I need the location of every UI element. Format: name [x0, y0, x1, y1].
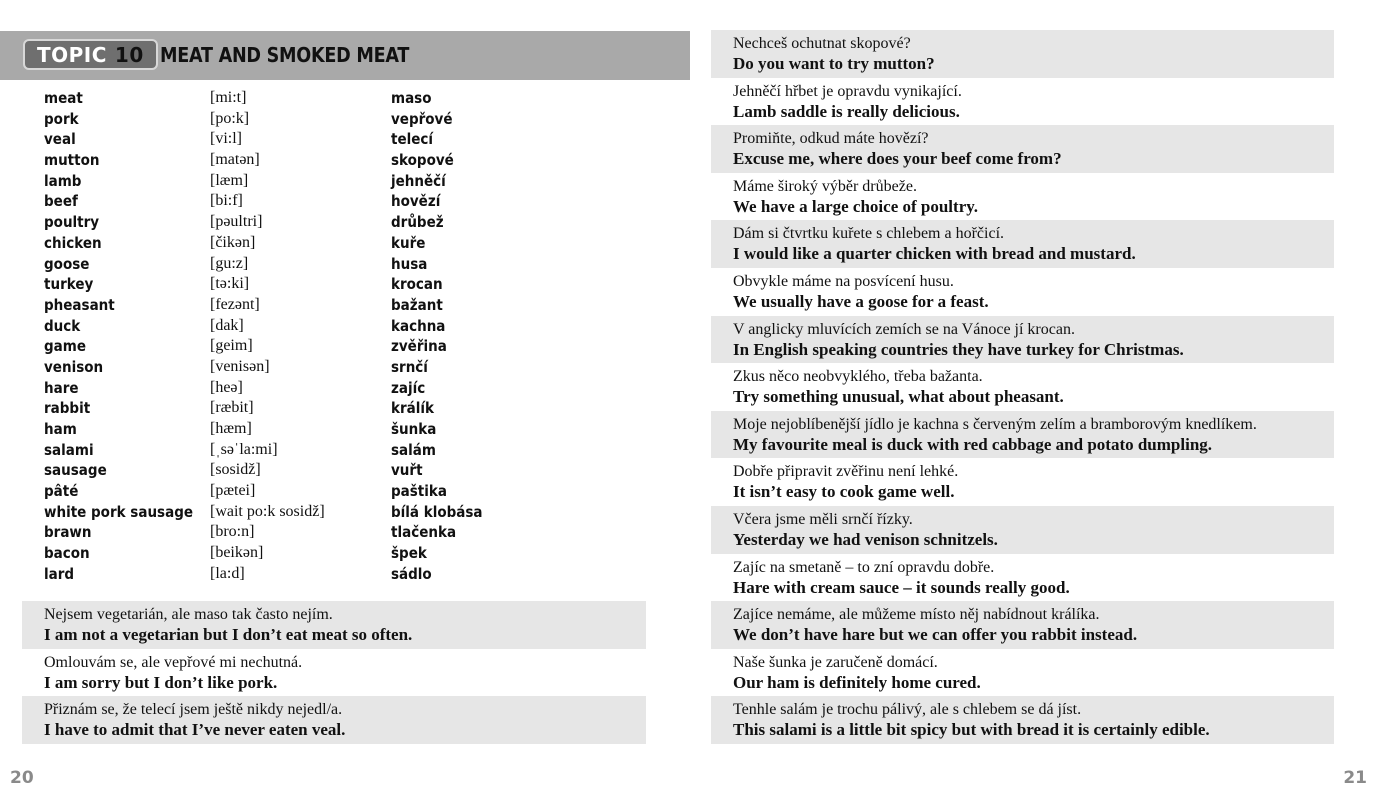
vocab-row — [44, 481, 644, 502]
phrase-czech: Přiznám se, že telecí jsem ještě nikdy nejedl/a. — [44, 701, 343, 719]
vocab-czech: drůbež — [391, 213, 444, 232]
vocab-phonetic: [venisən] — [210, 357, 270, 375]
vocab-english: white pork sausage — [44, 502, 194, 521]
vocab-czech: jehněčí — [391, 171, 446, 190]
vocab-row — [44, 88, 644, 109]
vocab-row — [44, 398, 644, 419]
phrase-czech: Jehněčí hřbet je opravdu vynikající. — [733, 82, 962, 100]
phrase-english: This salami is a little bit spicy but with bread it is certainly edible. — [733, 720, 1210, 740]
phrase-item — [711, 125, 1334, 173]
phrase-item — [711, 601, 1334, 649]
vocab-english: sausage — [44, 461, 107, 480]
vocab-czech: šunka — [391, 420, 437, 438]
phrase-item — [711, 316, 1334, 364]
vocab-czech: salám — [391, 440, 436, 459]
phrase-item — [711, 506, 1334, 554]
vocab-phonetic: [pætei] — [210, 482, 256, 500]
phrase-item — [22, 649, 646, 697]
page-number-left: 20 — [10, 768, 34, 788]
phrase-item — [711, 30, 1334, 78]
vocab-english: hare — [44, 378, 79, 397]
vocab-english: salami — [44, 440, 94, 459]
vocab-phonetic: [mi:t] — [210, 89, 247, 106]
vocab-english: pork — [44, 109, 79, 128]
phrase-english: Hare with cream sauce – it sounds really good. — [733, 577, 1070, 597]
phrase-czech: Moje nejoblíbenější jídlo je kachna s červeným zelím a bramborovým knedlíkem. — [733, 415, 1257, 433]
page-number-right: 21 — [1343, 768, 1367, 788]
vocab-phonetic: [wait po:k sosidž] — [210, 502, 325, 520]
vocab-czech: srnčí — [391, 357, 428, 376]
phrase-english: I am sorry but I don’t like pork. — [44, 672, 278, 692]
vocab-czech: skopové — [391, 151, 454, 170]
phrase-english: I am not a vegetarian but I don’t eat meat so often. — [44, 625, 413, 644]
vocab-phonetic: [vi:l] — [210, 130, 242, 148]
vocab-phonetic: [dak] — [210, 316, 244, 334]
vocab-czech: kachna — [391, 316, 446, 335]
vocab-czech: špek — [391, 544, 427, 563]
phrase-list-right — [711, 30, 1334, 744]
vocab-czech: krocan — [391, 275, 443, 294]
vocab-row — [44, 212, 644, 233]
vocab-phonetic: [geim] — [210, 337, 253, 355]
phrase-english: We don’t have hare but we can offer you rabbit instead. — [733, 625, 1138, 645]
vocab-row — [44, 543, 644, 564]
phrase-czech: Zkus něco neobvyklého, třeba bažanta. — [733, 368, 983, 386]
topic-badge — [23, 39, 158, 70]
vocab-english: mutton — [44, 151, 100, 170]
topic-label: TOPIC — [37, 42, 107, 67]
vocab-english: lard — [44, 564, 75, 583]
vocab-row — [44, 336, 644, 357]
vocab-english: turkey — [44, 275, 94, 294]
vocab-czech: vuřt — [391, 461, 423, 480]
vocab-czech: telecí — [391, 130, 434, 149]
phrase-item — [711, 220, 1334, 268]
vocab-row — [44, 129, 644, 150]
vocab-row — [44, 171, 644, 192]
phrase-czech: Včera jsme měli srnčí řízky. — [733, 510, 913, 528]
phrase-english: Excuse me, where does your beef come from? — [733, 149, 1062, 169]
vocab-phonetic: [bi:f] — [210, 192, 243, 210]
phrase-czech: Omlouvám se, ale vepřové mi nechutná. — [44, 653, 303, 671]
vocab-english: venison — [44, 357, 104, 376]
vocab-czech: zvěřina — [391, 337, 447, 356]
vocab-english: goose — [44, 254, 90, 273]
vocab-row — [44, 357, 644, 378]
vocabulary-list — [44, 88, 644, 585]
vocab-czech: bílá klobása — [391, 502, 483, 521]
phrase-english: Our ham is definitely home cured. — [733, 672, 981, 692]
vocab-english: lamb — [44, 171, 82, 190]
phrase-item — [711, 554, 1334, 602]
vocab-row — [44, 460, 644, 481]
vocab-czech: zajíc — [391, 378, 426, 397]
topic-number: 10 — [114, 42, 144, 67]
phrase-english: Try something unusual, what about pheasant. — [733, 387, 1064, 407]
phrase-english: I have to admit that I’ve never eaten veal. — [44, 720, 346, 740]
vocab-english: duck — [44, 316, 81, 335]
vocab-english: ham — [44, 420, 77, 438]
vocab-row — [44, 274, 644, 295]
phrase-czech: Tenhle salám je trochu pálivý, ale s chlebem se dá jíst. — [733, 701, 1082, 719]
phrase-item — [711, 268, 1334, 316]
phrase-item — [711, 696, 1334, 744]
phrase-item — [711, 363, 1334, 411]
vocab-row — [44, 295, 644, 316]
phrase-english: My favourite meal is duck with red cabbage and potato dumpling. — [733, 434, 1213, 454]
vocab-phonetic: [læm] — [210, 171, 249, 189]
vocab-english: pâté — [44, 482, 79, 501]
phrase-item — [711, 78, 1334, 126]
vocab-czech: husa — [391, 254, 428, 273]
phrase-english: It isn’t easy to cook game well. — [733, 482, 955, 502]
vocab-english: bacon — [44, 544, 90, 563]
vocab-czech: hovězí — [391, 192, 441, 211]
vocab-phonetic: [sosidž] — [210, 461, 261, 479]
vocab-phonetic: [la:d] — [210, 564, 245, 582]
vocab-czech: králík — [391, 399, 434, 418]
phrase-english: We have a large choice of poultry. — [733, 196, 979, 216]
phrase-czech: Nejsem vegetarián, ale maso tak často nejím. — [44, 606, 333, 623]
phrase-czech: Obvykle máme na posvícení husu. — [733, 272, 954, 290]
vocab-english: beef — [44, 192, 78, 211]
vocab-czech: bažant — [391, 295, 443, 314]
vocab-phonetic: [po:k] — [210, 109, 250, 127]
vocab-english: pheasant — [44, 295, 115, 314]
vocab-row — [44, 150, 644, 171]
vocab-czech: maso — [391, 89, 432, 107]
vocab-row — [44, 440, 644, 461]
phrase-czech: Nechceš ochutnat skopové? — [733, 35, 911, 52]
phrase-english: In English speaking countries they have turkey for Christmas. — [733, 339, 1184, 359]
phrase-czech: V anglicky mluvících zemích se na Vánoce jí krocan. — [733, 320, 1075, 338]
vocab-row — [44, 378, 644, 399]
vocab-row — [44, 254, 644, 275]
phrase-english: Yesterday we had venison schnitzels. — [733, 529, 998, 549]
phrase-item — [22, 601, 646, 649]
vocab-row — [44, 191, 644, 212]
phrase-czech: Dám si čtvrtku kuřete s chlebem a hořčicí. — [733, 225, 1005, 243]
topic-header — [0, 31, 690, 80]
page-title: MEAT AND SMOKED MEAT — [160, 43, 410, 67]
vocab-row — [44, 316, 644, 337]
vocab-czech: paštika — [391, 482, 447, 501]
phrase-item — [711, 173, 1334, 221]
right-page — [690, 0, 1379, 800]
phrase-czech: Zajíce nemáme, ale můžeme místo něj nabídnout králíka. — [733, 606, 1100, 624]
phrase-czech: Naše šunka je zaručeně domácí. — [733, 653, 938, 671]
vocab-english: rabbit — [44, 399, 91, 418]
vocab-phonetic: [ræbit] — [210, 399, 254, 417]
vocab-english: poultry — [44, 213, 100, 232]
phrase-english: I would like a quarter chicken with bread and mustard. — [733, 244, 1136, 264]
vocab-english: game — [44, 337, 87, 356]
vocab-row — [44, 419, 644, 440]
vocab-row — [44, 109, 644, 130]
vocab-english: veal — [44, 130, 76, 149]
vocab-row — [44, 564, 644, 585]
vocab-phonetic: [heə] — [210, 378, 243, 396]
vocab-czech: sádlo — [391, 564, 432, 583]
phrase-item — [711, 649, 1334, 697]
vocab-phonetic: [hæm] — [210, 420, 252, 437]
phrase-item — [711, 411, 1334, 459]
phrase-english: Lamb saddle is really delicious. — [733, 101, 960, 121]
vocab-phonetic: [fezənt] — [210, 295, 260, 313]
phrase-english: Do you want to try mutton? — [733, 54, 935, 73]
vocab-czech: kuře — [391, 233, 426, 252]
vocab-english: brawn — [44, 523, 92, 542]
vocab-phonetic: [pəultri] — [210, 213, 263, 231]
vocab-row — [44, 522, 644, 543]
vocab-row — [44, 502, 644, 523]
vocab-czech: vepřové — [391, 109, 453, 128]
vocab-phonetic: [tə:ki] — [210, 275, 250, 293]
phrase-list-left — [22, 601, 646, 744]
phrase-english: We usually have a goose for a feast. — [733, 291, 989, 311]
phrase-item — [22, 696, 646, 744]
phrase-item — [711, 458, 1334, 506]
vocab-phonetic: [gu:z] — [210, 254, 249, 272]
vocab-phonetic: [matən] — [210, 151, 260, 169]
phrase-czech: Zajíc na smetaně – to zní opravdu dobře. — [733, 558, 995, 576]
vocab-phonetic: [ˌsəˈla:mi] — [210, 440, 278, 458]
vocab-english: meat — [44, 89, 83, 107]
vocab-phonetic: [bro:n] — [210, 523, 255, 541]
vocab-row — [44, 233, 644, 254]
phrase-czech: Dobře připravit zvěřinu není lehké. — [733, 463, 959, 481]
phrase-czech: Máme široký výběr drůbeže. — [733, 177, 917, 195]
vocab-english: chicken — [44, 233, 102, 252]
vocab-phonetic: [beikən] — [210, 544, 264, 562]
phrase-czech: Promiňte, odkud máte hovězí? — [733, 130, 929, 148]
vocab-czech: tlačenka — [391, 523, 457, 542]
vocab-phonetic: [čikən] — [210, 233, 256, 251]
